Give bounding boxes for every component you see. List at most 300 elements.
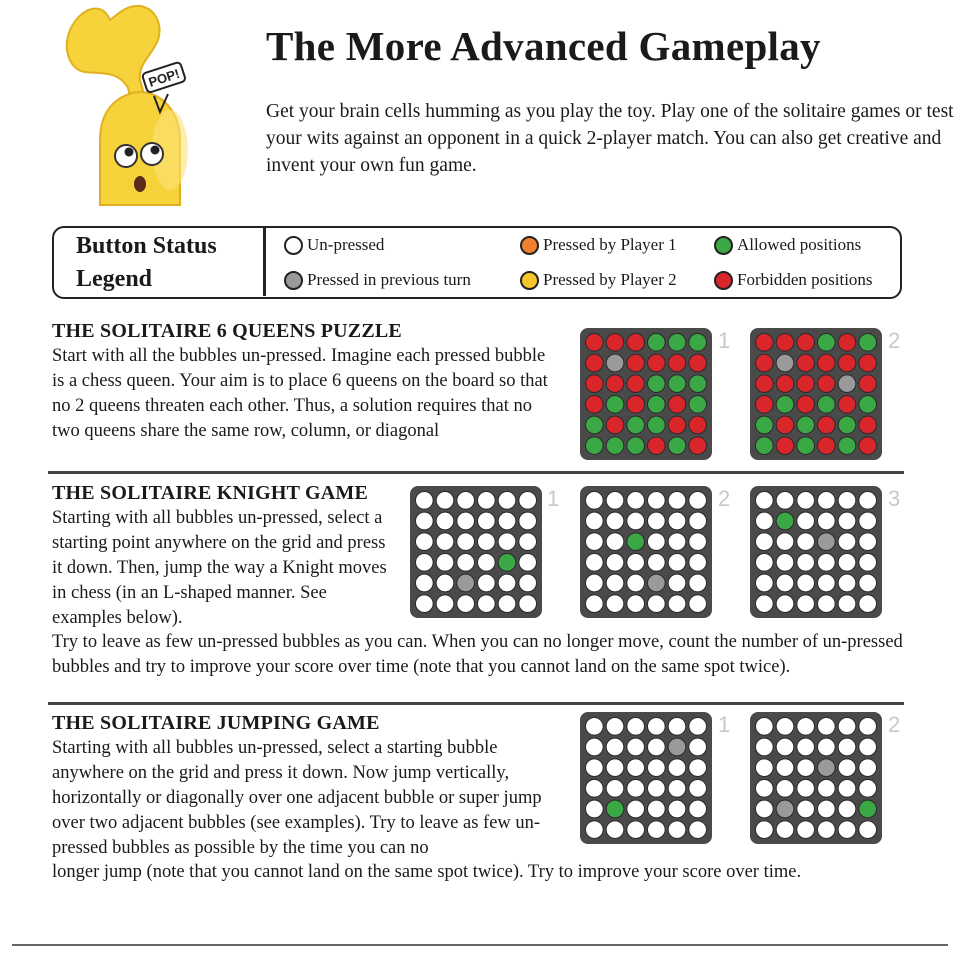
bubble-unpressed xyxy=(436,554,454,572)
bubble-unpressed xyxy=(776,554,794,572)
bubble-unpressed xyxy=(689,595,707,613)
bubble-unpressed xyxy=(859,595,877,613)
bubble-unpressed xyxy=(689,574,707,592)
bubble-unpressed xyxy=(606,780,624,798)
legend-item-player1 xyxy=(520,235,677,255)
jumping-section-title: THE SOLITAIRE JUMPING GAME xyxy=(52,712,380,734)
bubble-unpressed xyxy=(859,554,877,572)
section-divider xyxy=(48,702,904,705)
bubble-forbidden xyxy=(756,396,774,414)
bubble-forbidden xyxy=(606,334,624,352)
bubble-unpressed xyxy=(756,800,774,818)
bubble-unpressed xyxy=(627,821,645,839)
bubble-unpressed xyxy=(627,492,645,510)
bubble-forbidden xyxy=(797,354,815,372)
bubble-unpressed xyxy=(648,554,666,572)
bubble-forbidden xyxy=(776,334,794,352)
legend-title xyxy=(54,228,266,296)
mascot-badge-text: POP! xyxy=(146,65,182,90)
mascot-illustration xyxy=(40,0,220,210)
board-number-label: 1 xyxy=(718,328,731,353)
bubble-forbidden xyxy=(627,396,645,414)
bubble-unpressed xyxy=(498,512,516,530)
bubble-forbidden xyxy=(668,396,686,414)
bubble-unpressed xyxy=(668,800,686,818)
bubble-unpressed xyxy=(606,574,624,592)
bubble-allowed xyxy=(818,334,836,352)
bubble-unpressed xyxy=(859,821,877,839)
bubble-allowed xyxy=(668,437,686,455)
player2-dot-icon xyxy=(520,271,539,290)
bubble-unpressed xyxy=(606,738,624,756)
jumping-section-text-continued: longer jump (note that you cannot land on the same spot twice). Try to improve your score over time. xyxy=(52,862,802,882)
bubble-previous xyxy=(457,574,475,592)
bubble-forbidden xyxy=(859,375,877,393)
bubble-unpressed xyxy=(478,574,496,592)
bubble-unpressed xyxy=(689,718,707,736)
bubble-unpressed xyxy=(457,492,475,510)
legend-label: Pressed by Player 2 xyxy=(543,270,677,289)
bubble-unpressed xyxy=(818,738,836,756)
bubble-unpressed xyxy=(519,533,537,551)
bubble-forbidden xyxy=(818,375,836,393)
bubble-unpressed xyxy=(416,554,434,572)
bubble-unpressed xyxy=(586,800,604,818)
bubble-allowed xyxy=(648,375,666,393)
bubble-unpressed xyxy=(606,512,624,530)
bubble-unpressed xyxy=(689,738,707,756)
bubble-unpressed xyxy=(627,595,645,613)
bubble-unpressed xyxy=(668,512,686,530)
bubble-forbidden xyxy=(606,375,624,393)
bubble-unpressed xyxy=(457,595,475,613)
bubble-unpressed xyxy=(478,492,496,510)
bubble-forbidden xyxy=(859,416,877,434)
bubble-unpressed xyxy=(586,821,604,839)
bubble-unpressed xyxy=(756,718,774,736)
bubble-forbidden xyxy=(689,416,707,434)
bubble-forbidden xyxy=(756,334,774,352)
bubble-forbidden xyxy=(586,396,604,414)
bubble-forbidden xyxy=(627,334,645,352)
bubble-unpressed xyxy=(416,533,434,551)
knight-section-title: THE SOLITAIRE KNIGHT GAME xyxy=(52,482,368,504)
bubble-forbidden xyxy=(668,416,686,434)
bubble-allowed xyxy=(648,416,666,434)
bubble-forbidden xyxy=(838,396,856,414)
bubble-unpressed xyxy=(797,821,815,839)
bubble-unpressed xyxy=(668,759,686,777)
forbidden-dot-icon xyxy=(714,271,733,290)
bubble-forbidden xyxy=(648,437,666,455)
bubble-unpressed xyxy=(689,821,707,839)
bubble-unpressed xyxy=(756,574,774,592)
bubble-allowed xyxy=(606,437,624,455)
bubble-unpressed xyxy=(606,821,624,839)
bubble-unpressed xyxy=(838,492,856,510)
bubble-forbidden xyxy=(668,354,686,372)
bubble-unpressed xyxy=(498,533,516,551)
bubble-unpressed xyxy=(627,718,645,736)
bubble-unpressed xyxy=(797,595,815,613)
bubble-unpressed xyxy=(648,492,666,510)
bubble-unpressed xyxy=(519,595,537,613)
board-number-label: 1 xyxy=(718,712,731,737)
bubble-forbidden xyxy=(797,375,815,393)
bubble-unpressed xyxy=(668,821,686,839)
bubble-unpressed xyxy=(838,512,856,530)
bubble-unpressed xyxy=(668,533,686,551)
bubble-allowed xyxy=(689,396,707,414)
bubble-unpressed xyxy=(478,512,496,530)
bubble-unpressed xyxy=(586,780,604,798)
bubble-forbidden xyxy=(756,375,774,393)
bubble-unpressed xyxy=(689,780,707,798)
bubble-allowed xyxy=(668,334,686,352)
bubble-allowed xyxy=(756,437,774,455)
bubble-unpressed xyxy=(478,533,496,551)
bubble-unpressed xyxy=(606,533,624,551)
bubble-unpressed xyxy=(689,533,707,551)
legend-item-forbidden xyxy=(714,270,873,290)
unpressed-dot-icon xyxy=(284,236,303,255)
bubble-previous xyxy=(818,533,836,551)
bubble-forbidden xyxy=(818,416,836,434)
bubble-unpressed xyxy=(818,492,836,510)
board-number-label: 2 xyxy=(718,486,731,511)
bubble-allowed xyxy=(818,396,836,414)
bubble-allowed xyxy=(648,334,666,352)
bubble-forbidden xyxy=(689,437,707,455)
bubble-forbidden xyxy=(586,354,604,372)
bubble-unpressed xyxy=(457,554,475,572)
bubble-forbidden xyxy=(838,354,856,372)
queens-board-2 xyxy=(750,328,882,460)
bubble-forbidden xyxy=(797,396,815,414)
bubble-allowed xyxy=(586,437,604,455)
bubble-forbidden xyxy=(859,437,877,455)
bubble-unpressed xyxy=(818,718,836,736)
bubble-allowed xyxy=(498,554,516,572)
bubble-unpressed xyxy=(668,595,686,613)
bubble-previous xyxy=(776,800,794,818)
bubble-unpressed xyxy=(776,533,794,551)
bubble-unpressed xyxy=(627,738,645,756)
board-number-label: 2 xyxy=(888,712,901,737)
bubble-unpressed xyxy=(859,718,877,736)
legend-label: Un-pressed xyxy=(307,235,385,254)
bubble-unpressed xyxy=(797,780,815,798)
bubble-unpressed xyxy=(838,821,856,839)
bubble-unpressed xyxy=(648,718,666,736)
bubble-unpressed xyxy=(586,759,604,777)
bubble-unpressed xyxy=(818,554,836,572)
bubble-unpressed xyxy=(648,759,666,777)
section-divider xyxy=(48,471,904,474)
bubble-unpressed xyxy=(756,554,774,572)
queens-section-text: Start with all the bubbles un-pressed. Imagine each pressed bubble is a chess queen. Your aim is to place 6 queens on the board so that no 2 queens threaten each other. Thus, a solution requires that no two queens share the same row, column, or diagonal xyxy=(52,346,548,441)
bubble-unpressed xyxy=(436,574,454,592)
bubble-unpressed xyxy=(478,595,496,613)
bubble-unpressed xyxy=(859,738,877,756)
bubble-unpressed xyxy=(436,512,454,530)
bubble-unpressed xyxy=(859,533,877,551)
bubble-previous xyxy=(606,354,624,372)
bubble-forbidden xyxy=(838,334,856,352)
bubble-previous xyxy=(648,574,666,592)
legend-item-unpressed xyxy=(284,235,384,255)
bubble-unpressed xyxy=(498,492,516,510)
bubble-unpressed xyxy=(457,512,475,530)
bubble-unpressed xyxy=(648,595,666,613)
bubble-unpressed xyxy=(606,718,624,736)
knight-section-text: Starting with all bubbles un-pressed, select a starting point anywhere on the grid and press it down. Then, jump the way a Knight moves in chess (in an L-shaped manner. See examples below). xyxy=(52,508,387,628)
bubble-unpressed xyxy=(668,718,686,736)
bubble-allowed xyxy=(627,437,645,455)
bubble-unpressed xyxy=(776,595,794,613)
bubble-unpressed xyxy=(416,492,434,510)
bubble-unpressed xyxy=(689,554,707,572)
bubble-unpressed xyxy=(586,512,604,530)
bubble-unpressed xyxy=(797,554,815,572)
button-status-legend xyxy=(52,226,902,299)
bubble-unpressed xyxy=(797,492,815,510)
bubble-allowed xyxy=(859,396,877,414)
bubble-forbidden xyxy=(689,354,707,372)
bubble-unpressed xyxy=(859,512,877,530)
bubble-unpressed xyxy=(797,738,815,756)
bubble-forbidden xyxy=(586,375,604,393)
bubble-unpressed xyxy=(838,595,856,613)
bubble-allowed xyxy=(627,533,645,551)
bubble-unpressed xyxy=(689,512,707,530)
page-bottom-rule xyxy=(12,944,948,946)
bubble-unpressed xyxy=(668,554,686,572)
bubble-unpressed xyxy=(606,492,624,510)
bubble-unpressed xyxy=(606,759,624,777)
bubble-unpressed xyxy=(519,574,537,592)
bubble-unpressed xyxy=(478,554,496,572)
bubble-unpressed xyxy=(648,821,666,839)
bubble-unpressed xyxy=(416,595,434,613)
bubble-allowed xyxy=(797,437,815,455)
bubble-unpressed xyxy=(838,718,856,736)
legend-item-player2 xyxy=(520,270,677,290)
bubble-unpressed xyxy=(756,533,774,551)
bubble-unpressed xyxy=(668,492,686,510)
bubble-unpressed xyxy=(586,492,604,510)
bubble-forbidden xyxy=(776,437,794,455)
bubble-forbidden xyxy=(776,375,794,393)
bubble-allowed xyxy=(606,396,624,414)
bubble-unpressed xyxy=(797,800,815,818)
bubble-unpressed xyxy=(648,533,666,551)
bubble-unpressed xyxy=(776,821,794,839)
bubble-unpressed xyxy=(776,718,794,736)
bubble-unpressed xyxy=(436,533,454,551)
jumping-board-2 xyxy=(750,712,882,844)
bubble-unpressed xyxy=(416,512,434,530)
bubble-unpressed xyxy=(627,512,645,530)
jumping-board-1 xyxy=(580,712,712,844)
bubble-unpressed xyxy=(818,595,836,613)
bubble-allowed xyxy=(586,416,604,434)
bubble-unpressed xyxy=(838,738,856,756)
board-number-label: 2 xyxy=(888,328,901,353)
page-title: The More Advanced Gameplay xyxy=(266,23,821,69)
bubble-unpressed xyxy=(606,595,624,613)
bubble-unpressed xyxy=(818,512,836,530)
bubble-unpressed xyxy=(689,759,707,777)
bubble-previous xyxy=(776,354,794,372)
queens-section-title: THE SOLITAIRE 6 QUEENS PUZZLE xyxy=(52,320,402,342)
bubble-allowed xyxy=(859,800,877,818)
allowed-dot-icon xyxy=(714,236,733,255)
legend-label: Pressed in previous turn xyxy=(307,270,471,289)
bubble-unpressed xyxy=(859,780,877,798)
bubble-allowed xyxy=(648,396,666,414)
bubble-allowed xyxy=(689,334,707,352)
bubble-allowed xyxy=(776,396,794,414)
bubble-unpressed xyxy=(797,512,815,530)
bubble-unpressed xyxy=(818,574,836,592)
bubble-allowed xyxy=(797,416,815,434)
bubble-allowed xyxy=(606,800,624,818)
board-number-label: 3 xyxy=(888,486,901,511)
legend-item-allowed xyxy=(714,235,861,255)
bubble-unpressed xyxy=(627,759,645,777)
bubble-unpressed xyxy=(756,512,774,530)
legend-item-previous xyxy=(284,270,471,290)
previous-dot-icon xyxy=(284,271,303,290)
bubble-forbidden xyxy=(818,354,836,372)
bubble-unpressed xyxy=(627,780,645,798)
bubble-unpressed xyxy=(797,533,815,551)
bubble-allowed xyxy=(776,512,794,530)
bubble-unpressed xyxy=(756,780,774,798)
bubble-forbidden xyxy=(818,437,836,455)
bubble-unpressed xyxy=(838,780,856,798)
bubble-unpressed xyxy=(776,574,794,592)
bubble-forbidden xyxy=(648,354,666,372)
bubble-unpressed xyxy=(586,718,604,736)
bubble-unpressed xyxy=(457,533,475,551)
knight-board-2 xyxy=(580,486,712,618)
legend-label: Forbidden positions xyxy=(737,270,873,289)
bubble-previous xyxy=(668,738,686,756)
bubble-unpressed xyxy=(586,533,604,551)
intro-paragraph: Get your brain cells humming as you play the toy. Play one of the solitaire games or test your wits against an opponent in a quick 2-player match. You can also get creative and invent your own fun game. xyxy=(266,101,954,176)
bubble-unpressed xyxy=(838,574,856,592)
board-number-label: 1 xyxy=(547,486,560,511)
bubble-unpressed xyxy=(859,759,877,777)
bubble-unpressed xyxy=(756,492,774,510)
legend-label: Allowed positions xyxy=(737,235,862,254)
bubble-unpressed xyxy=(859,574,877,592)
bubble-allowed xyxy=(756,416,774,434)
knight-board-3 xyxy=(750,486,882,618)
bubble-unpressed xyxy=(519,554,537,572)
bubble-unpressed xyxy=(436,492,454,510)
bubble-unpressed xyxy=(818,821,836,839)
bubble-unpressed xyxy=(756,595,774,613)
bubble-unpressed xyxy=(416,574,434,592)
legend-label: Pressed by Player 1 xyxy=(543,235,677,254)
bubble-unpressed xyxy=(838,533,856,551)
bubble-allowed xyxy=(668,375,686,393)
bubble-forbidden xyxy=(797,334,815,352)
bubble-unpressed xyxy=(838,800,856,818)
bubble-unpressed xyxy=(586,595,604,613)
bubble-forbidden xyxy=(627,354,645,372)
bubble-forbidden xyxy=(756,354,774,372)
bubble-previous xyxy=(838,375,856,393)
bubble-forbidden xyxy=(859,354,877,372)
bubble-unpressed xyxy=(648,800,666,818)
bubble-unpressed xyxy=(586,554,604,572)
bubble-unpressed xyxy=(586,574,604,592)
bubble-unpressed xyxy=(756,738,774,756)
bubble-unpressed xyxy=(797,574,815,592)
bubble-unpressed xyxy=(668,780,686,798)
bubble-allowed xyxy=(838,437,856,455)
bubble-unpressed xyxy=(668,574,686,592)
bubble-allowed xyxy=(838,416,856,434)
bubble-unpressed xyxy=(756,821,774,839)
bubble-unpressed xyxy=(776,492,794,510)
knight-board-1 xyxy=(410,486,542,618)
bubble-allowed xyxy=(859,334,877,352)
bubble-unpressed xyxy=(648,738,666,756)
bubble-unpressed xyxy=(586,738,604,756)
bubble-unpressed xyxy=(838,759,856,777)
bubble-unpressed xyxy=(498,595,516,613)
player1-dot-icon xyxy=(520,236,539,255)
bubble-unpressed xyxy=(519,512,537,530)
bubble-unpressed xyxy=(797,718,815,736)
bubble-unpressed xyxy=(648,780,666,798)
bubble-allowed xyxy=(627,416,645,434)
bubble-allowed xyxy=(689,375,707,393)
bubble-unpressed xyxy=(627,574,645,592)
bubble-unpressed xyxy=(689,492,707,510)
bubble-unpressed xyxy=(606,554,624,572)
bubble-unpressed xyxy=(797,759,815,777)
bubble-forbidden xyxy=(586,334,604,352)
bubble-unpressed xyxy=(519,492,537,510)
bubble-forbidden xyxy=(627,375,645,393)
bubble-unpressed xyxy=(648,512,666,530)
legend-title-line2: Legend xyxy=(76,266,153,292)
bubble-forbidden xyxy=(606,416,624,434)
jumping-section-text: Starting with all bubbles un-pressed, select a starting bubble anywhere on the grid and press it down. Now jump vertically, horizontally or diagonally over one adjacent bubble or super jump over two adjacent bubbles (see examples). Try to leave as few un-pressed bubbles as possible by the time you can no xyxy=(52,738,542,858)
bubble-unpressed xyxy=(776,738,794,756)
bubble-unpressed xyxy=(818,780,836,798)
queens-board-1 xyxy=(580,328,712,460)
bubble-unpressed xyxy=(627,554,645,572)
bubble-unpressed xyxy=(498,574,516,592)
bubble-forbidden xyxy=(776,416,794,434)
bubble-unpressed xyxy=(838,554,856,572)
knight-section-text-continued: Try to leave as few un-pressed bubbles as you can. When you can no longer move, count the number of un-pressed bubbles and try to improve your score over time (note that you cannot land on the same spot twice). xyxy=(52,632,903,677)
bubble-unpressed xyxy=(689,800,707,818)
bubble-previous xyxy=(818,759,836,777)
bubble-unpressed xyxy=(436,595,454,613)
bubble-unpressed xyxy=(756,759,774,777)
bubble-unpressed xyxy=(776,780,794,798)
bubble-unpressed xyxy=(859,492,877,510)
bubble-unpressed xyxy=(776,759,794,777)
